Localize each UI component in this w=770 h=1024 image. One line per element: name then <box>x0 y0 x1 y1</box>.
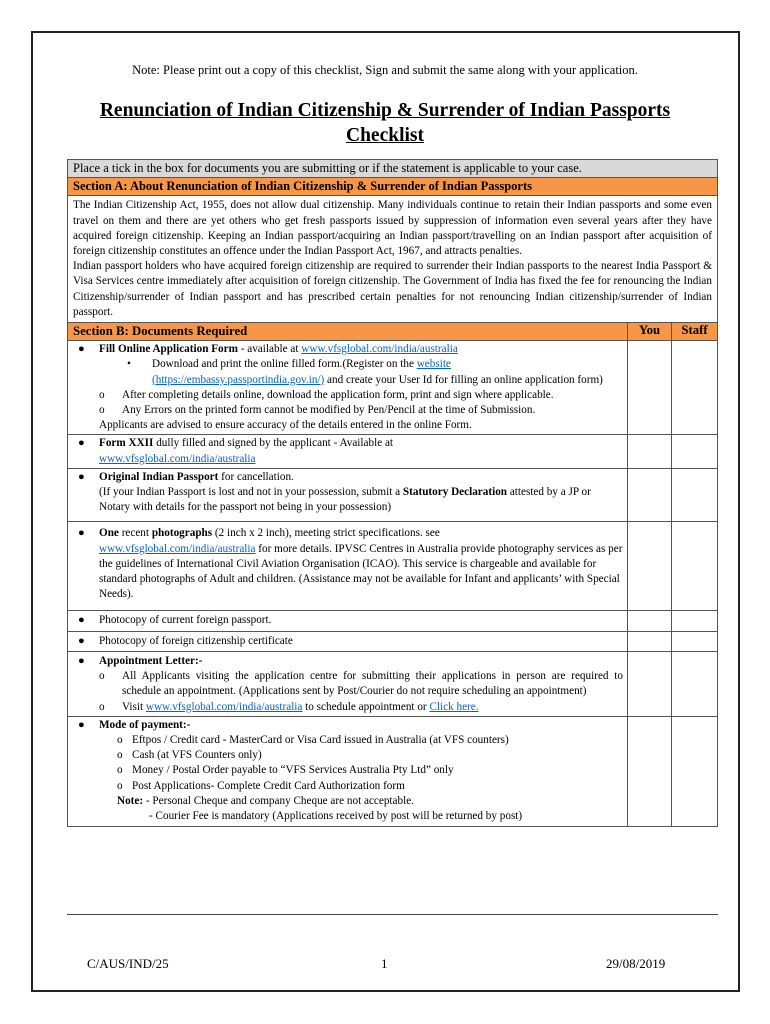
checklist-row <box>68 611 718 631</box>
you-checkbox[interactable] <box>628 468 672 522</box>
dot-bullet: • <box>127 358 131 371</box>
bullet: ● <box>78 437 85 450</box>
sub-bullet: o <box>99 670 105 683</box>
document-title <box>0 98 770 148</box>
checklist-row <box>68 468 718 522</box>
title-line-2: Checklist <box>346 125 424 146</box>
bullet: ● <box>78 527 85 540</box>
sub-bullet: o <box>117 749 123 762</box>
item-mode-of-payment: ● Mode of payment:- o Eftpos / Credit card - MasterCard or Visa Card issued in Australia (at VFS counters) o Cash (at VFS Counters only) o Money / Postal Order payable to “VFS Services Australia Pty Ltd” only o Post Applications- Complete Credit Card Authorization form Note: - Personal Cheque and company Cheque are not acceptable. - Courier Fee is mandatory (Applications received by post will be returned by post) <box>68 716 628 826</box>
checklist-table <box>67 159 718 827</box>
sub-bullet: o <box>117 733 123 746</box>
vfs-link[interactable]: www.vfsglobal.com/india/australia <box>99 452 256 465</box>
item-foreign-passport-copy: ● Photocopy of current foreign passport. <box>68 611 628 631</box>
vfs-link[interactable]: www.vfsglobal.com/india/australia <box>301 343 458 356</box>
footer-date: 29/08/2019 <box>606 956 666 971</box>
item-original-passport: ● Original Indian Passport for cancellation. (If your Indian Passport is lost and not in your possession, submit a Statutory Declaration attested by a JP or Notary with details for the passport not being in your possession) <box>68 468 628 522</box>
passport-india-link[interactable]: (https://embassy.passportindia.gov.in/) <box>152 373 325 386</box>
sub-bullet: o <box>117 764 123 777</box>
staff-checkbox[interactable] <box>672 341 718 435</box>
staff-checkbox[interactable] <box>672 631 718 651</box>
section-a-para-2: Indian passport holders who have acquired foreign citizenship are required to surrender their Indian passports to the nearest India Passport & Visa Services centre immediately after acquisition of foreign citizenship. The Government of India has fixed the fee for renouncing the Indian Citizenship/surrender of Indian passport and has prescribed certain penalties for not renouncing Indian citizenship/surrender of Indian passport. <box>73 260 712 318</box>
sub-bullet: o <box>99 388 105 401</box>
staff-checkbox[interactable] <box>672 611 718 631</box>
item-appointment-letter: ● Appointment Letter:- o All Applicants visiting the application centre for submitting their applications in person are required to schedule an appointment. (Applications sent by Post/Courier do not require scheduling an appointment) o Visit www.vfsglobal.com/india/australia to schedule appointment or Click here. <box>68 651 628 716</box>
staff-checkbox[interactable] <box>672 435 718 468</box>
bullet: ● <box>78 470 85 483</box>
bullet: ● <box>78 654 85 667</box>
item-photographs: ● One recent photographs (2 inch x 2 inch), meeting strict specifications. see www.vfsglobal.com/india/australia for more details. IPVSC Centres in Australia provide photography services as per the guidelines of International Civil Aviation Organisation (ICAO). This service is chargeable and available for standard photographs of Adult and children. (Assistance may not be available for Infant and applicants’ with Special Needs). <box>68 522 628 611</box>
bullet: ● <box>78 343 85 356</box>
sub-bullet: o <box>117 779 123 792</box>
checklist-row <box>68 631 718 651</box>
item-citizenship-certificate-copy: ● Photocopy of foreign citizenship certificate <box>68 631 628 651</box>
item-title: Mode of payment:- <box>99 718 191 731</box>
item-form-xxii: ● Form XXII dully filled and signed by the applicant - Available at www.vfsglobal.com/india/australia <box>68 435 628 468</box>
checklist-row <box>68 716 718 826</box>
bullet: ● <box>78 634 85 647</box>
footer-code: C/AUS/IND/25 <box>87 956 169 971</box>
checklist-row <box>68 435 718 468</box>
you-checkbox[interactable] <box>628 631 672 651</box>
col-you-header: You <box>628 323 672 341</box>
payment-note: Note: - Personal Cheque and company Cheque are not acceptable. <box>117 794 414 807</box>
checklist-row <box>68 651 718 716</box>
section-a-para-1: The Indian Citizenship Act, 1955, does not allow dual citizenship. Many individuals continue to retain their Indian passports and some even travel on them and there are yet others who get fresh passports issued by suppression of information even several years after they have acquired foreign citizenship. Keeping an Indian passport/acquiring an Indian passport/travelling on an Indian passport after acquisition of foreign citizenship constitutes an offence under the Indian Passport Act, 1967, and attracts penalties. <box>73 199 712 258</box>
section-a-body <box>68 196 718 323</box>
item-online-form: ● Fill Online Application Form - available at www.vfsglobal.com/india/australia • Download and print the online filled form.(Register on the website (https://embassy.passportindia.gov.in/) and create your User Id for filling an online application form) o After completing details online, download the application form, print and sign where applicable. o Any Errors on the printed form cannot be modified by Pen/Pencil at the time of Submission. Applicants are advised to ensure accuracy of the details entered in the online Form. <box>68 341 628 435</box>
bullet: ● <box>78 614 85 627</box>
you-checkbox[interactable] <box>628 716 672 826</box>
you-checkbox[interactable] <box>628 522 672 611</box>
staff-checkbox[interactable] <box>672 522 718 611</box>
you-checkbox[interactable] <box>628 611 672 631</box>
title-line-1: Renunciation of Indian Citizenship & Surrender of Indian Passports <box>99 100 671 121</box>
col-staff-header: Staff <box>672 323 718 341</box>
footer-divider <box>67 914 718 915</box>
sub-bullet: o <box>99 404 105 417</box>
item-title: Appointment Letter:- <box>99 654 203 667</box>
staff-checkbox[interactable] <box>672 651 718 716</box>
footer-page-number: 1 <box>381 956 388 971</box>
instruction-row: Place a tick in the box for documents you are submitting or if the statement is applicable to your case. <box>68 160 718 178</box>
click-here-link[interactable]: Click here. <box>429 700 479 713</box>
staff-checkbox[interactable] <box>672 716 718 826</box>
print-note: Note: Please print out a copy of this checklist, Sign and submit the same along with your application. <box>132 63 638 77</box>
you-checkbox[interactable] <box>628 651 672 716</box>
accuracy-note: Applicants are advised to ensure accuracy of the details entered in the online Form. <box>99 419 472 432</box>
bullet: ● <box>78 718 85 731</box>
sub-bullet: o <box>99 700 105 713</box>
staff-checkbox[interactable] <box>672 468 718 522</box>
checklist-row <box>68 341 718 435</box>
website-link[interactable]: website <box>416 358 451 371</box>
section-a-heading: Section A: About Renunciation of Indian Citizenship & Surrender of Indian Passports <box>68 178 718 196</box>
checklist-row <box>68 522 718 611</box>
vfs-link[interactable]: www.vfsglobal.com/india/australia <box>145 700 303 713</box>
vfs-link[interactable]: www.vfsglobal.com/india/australia <box>99 542 256 555</box>
courier-note: - Courier Fee is mandatory (Applications received by post will be returned by post) <box>149 809 523 822</box>
section-b-heading: Section B: Documents Required <box>68 323 628 341</box>
you-checkbox[interactable] <box>628 435 672 468</box>
item-title: Form XXII <box>99 437 154 450</box>
you-checkbox[interactable] <box>628 341 672 435</box>
item-title: Original Indian Passport <box>99 470 219 483</box>
item-title: Fill Online Application Form <box>99 343 238 356</box>
